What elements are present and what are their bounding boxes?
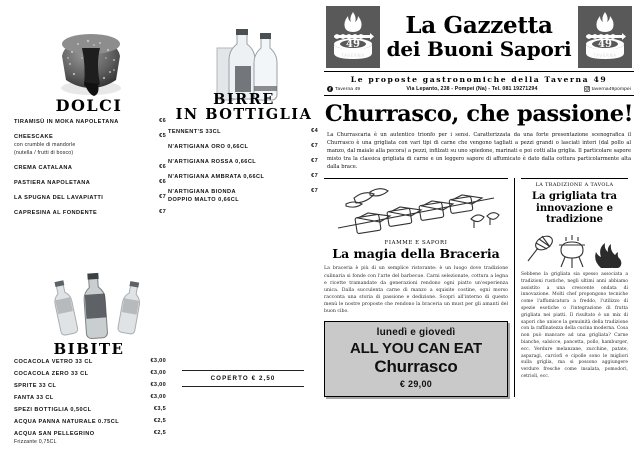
main-headline: Churrasco, che passione! xyxy=(324,101,634,127)
menu-item-price: €7 xyxy=(159,209,166,215)
masthead-title-line1: La Gazzetta xyxy=(405,12,553,39)
svg-text:49: 49 xyxy=(598,39,612,50)
menu-item-row xyxy=(168,158,318,166)
facebook-label: Taverna 49 xyxy=(335,86,361,92)
svg-text:TAVERNA: TAVERNA xyxy=(341,53,365,58)
braceria-body: La braceria è più di un semplice ristorante: è un luogo dove tradizione culinaria si fonde con l'arte del barbecue. Carni selezionate, cottura a legna e ricette tramandate da generazioni rendono ogni piatto un'esperienza unica. Dalla succulenta carne di manzo a squisite costine, ogni morso racconta una storia di passione e dedizione. Scopri all'interno di questo menù le nostre proposte che rendono la braceria un must per gli amanti del buon cibo. xyxy=(324,266,508,315)
menu-item-name: COCACOLA ZERO 33 CL xyxy=(14,371,89,377)
menu-item-row xyxy=(14,194,166,202)
braceria-kicker: FIAMME E SAPORI xyxy=(384,240,448,247)
promo-churrasco: Churrasco xyxy=(374,357,458,377)
bibite-item-list xyxy=(14,358,166,451)
birre-item-list xyxy=(168,128,318,211)
menu-item-row xyxy=(14,394,166,402)
menu-item-row xyxy=(168,173,318,181)
birre-heading xyxy=(168,92,320,122)
column-divider xyxy=(324,178,508,179)
bibite-heading: BIBITE xyxy=(53,340,125,358)
menu-item-name: PASTIERA NAPOLETANA xyxy=(14,180,91,186)
menu-item-name: N'ARTIGIANA AMBRATA 0,66CL xyxy=(168,174,265,180)
taverna-49-logo-right-icon xyxy=(578,6,632,68)
menu-item-name: ACQUA SAN PELLEGRINO Frizzante 0,75CL xyxy=(14,430,154,447)
menu-item-price: €2,5 xyxy=(153,418,166,424)
menu-item-price: €6 xyxy=(159,164,166,170)
grill-flame-illustration xyxy=(525,230,625,270)
menu-item-row xyxy=(14,406,166,414)
newspaper-panel xyxy=(320,0,640,465)
menu-item-row xyxy=(14,358,166,366)
menu-item-price: €3,5 xyxy=(153,406,166,412)
braceria-heading: La magia della Braceria xyxy=(332,246,500,262)
menu-item-price: €6 xyxy=(159,118,166,124)
menu-item-row xyxy=(14,133,166,157)
facebook-handle[interactable] xyxy=(327,86,360,92)
instagram-icon xyxy=(584,86,590,92)
menu-item-row xyxy=(14,418,166,426)
svg-text:TAVERNA: TAVERNA xyxy=(593,53,617,58)
menu-item-price: €7 xyxy=(311,143,318,149)
facebook-icon xyxy=(327,86,333,92)
menu-item-row xyxy=(168,188,318,204)
column-divider-right xyxy=(521,178,628,179)
menu-item-name: COCACOLA VETRO 33 CL xyxy=(14,359,93,365)
menu-item-row xyxy=(14,164,166,172)
menu-item-price: €5 xyxy=(159,133,166,139)
birre-heading-line1: BIRRE xyxy=(213,91,275,108)
menu-item-name: LA SPUGNA DEL LAVAPIATTI xyxy=(14,195,104,201)
birre-heading-line2: IN BOTTIGLIA xyxy=(175,106,313,123)
menu-item-row xyxy=(168,128,318,136)
menu-item-price: €2,5 xyxy=(153,430,166,436)
menu-item-price: €7 xyxy=(311,158,318,164)
menu-item-name: TIRAMISÙ IN MOKA NAPOLETANA xyxy=(14,119,119,125)
address-phone: Via Lepanto, 238 - Pompei (Na) - Tel. 081 19271294 xyxy=(406,86,538,92)
menu-item-name: SPRITE 33 CL xyxy=(14,383,57,389)
coperto-note: COPERTO € 2,50 xyxy=(182,370,304,387)
menu-item-price: €7 xyxy=(311,173,318,179)
menu-item-name: CREMA CATALANA xyxy=(14,165,73,171)
svg-text:49: 49 xyxy=(346,39,360,50)
instagram-label: taverna49pompei xyxy=(591,86,631,92)
menu-item-price: €3,00 xyxy=(150,358,166,364)
menu-item-price: €3,00 xyxy=(150,382,166,388)
soda-bottles-photo xyxy=(38,272,160,344)
menu-item-description: con crumble di mandorle (nutella / frutti di bosco) xyxy=(14,142,76,156)
menu-item-row xyxy=(168,143,318,151)
menu-item-name: ACQUA PANNA NATURALE 0.75CL xyxy=(14,419,120,425)
promo-box[interactable] xyxy=(324,321,508,397)
menu-item-price: €3,00 xyxy=(150,370,166,376)
masthead xyxy=(324,6,634,68)
tradizione-body: Sebbene la grigliata sia spesso associata a tradizioni rustiche, negli ultimi anni abbiamo assistito a una crescente ondata di innovazione. Molti chef propongono tecniche come l'affumicatura a freddo, l'utilizzo di spezie esotiche o l'integrazione di frutta grigliata nei piatti. Il risultato è un mix di sapori che unisce la genuinità della tradizione con la raffinatezza della cucina moderna. Cosa non può mancare ad una grigliata? Carne bianche, salsicce, pancetta, pollo, hamburger, ecc. Verdure melanzane, zucchine, patate, asparagi, carciofi e cipolle sono le migliori sulla griglia, ma si possono aggiungere verdure fresche come insalata, pomodori, cetrioli, ecc. xyxy=(521,271,628,379)
menu-item-row xyxy=(14,430,166,447)
menu-item-name: N'ARTIGIANA BIONDA DOPPIO MALTO 0,66CL xyxy=(168,189,240,203)
menu-item-name: TENNENT'S 33CL xyxy=(168,129,222,135)
instagram-handle[interactable] xyxy=(584,86,631,92)
dessert-photo xyxy=(44,14,138,102)
lede-paragraph: La Churrascaria è un autentico trionfo per i sensi. Caratterizzata da una forte presentazione scenografica il Churrasco è una grigliata con vari tipi di carne che vengono tagliati a pezzi grandi o lasciati interi (dal pollo al manzo, dal maiale alla pecora) a pezzi, infilzati su uno spiedone, marinati e poi cotti alla griglia. Il particolare sapore misto tra la classica grigliata di carne e un leggero sapore di affumicato è dato dalla cottura particolarmente alta dalla brace. xyxy=(327,132,631,171)
menu-item-row xyxy=(14,118,166,126)
column-tradizione xyxy=(514,178,628,397)
menu-item-name: CHEESCAKE con crumble di mandorle (nutella / frutti di bosco) xyxy=(14,133,159,157)
dolci-item-list xyxy=(14,118,166,224)
menu-item-price: €6 xyxy=(159,179,166,185)
menu-item-description: Frizzante 0,75CL xyxy=(14,439,57,445)
tradizione-heading: La grigliata tra innovazione e tradizione xyxy=(531,191,618,226)
menu-item-row xyxy=(14,382,166,390)
promo-allyoucaneat: ALL YOU CAN EAT xyxy=(349,340,482,358)
taverna-49-logo-left-icon xyxy=(326,6,380,68)
promo-price: € 29,00 xyxy=(399,379,433,390)
contact-info-bar xyxy=(324,84,634,96)
menu-item-name: N'ARTIGIANA ROSSA 0,66CL xyxy=(168,159,257,165)
menu-item-row xyxy=(14,370,166,378)
dolci-heading: DOLCI xyxy=(55,96,123,115)
menu-item-name: CAPRESINA AL FONDENTE xyxy=(14,210,98,216)
masthead-tagline: Le proposte gastronomiche della Taverna 49 xyxy=(324,71,634,84)
masthead-title-line2: dei Buoni Sapori xyxy=(386,37,572,61)
menu-item-price: €4 xyxy=(311,128,318,134)
menu-item-price: €7 xyxy=(159,194,166,200)
menu-item-name: N'ARTIGIANA ORO 0,66CL xyxy=(168,144,249,150)
column-braceria xyxy=(324,178,514,397)
menu-item-name: FANTA 33 CL xyxy=(14,395,54,401)
article-columns xyxy=(324,178,634,397)
menu-item-name: SPEZI BOTTIGLIA 0,50CL xyxy=(14,407,92,413)
menu-item-row xyxy=(14,179,166,187)
skewer-illustration xyxy=(332,182,500,238)
menu-item-price: €7 xyxy=(311,188,318,194)
menu-item-price: €3,00 xyxy=(150,394,166,400)
tradizione-kicker: LA TRADIZIONE A TAVOLA xyxy=(535,182,614,189)
promo-days: lunedì e giovedì xyxy=(376,327,456,339)
menu-item-row xyxy=(14,209,166,217)
